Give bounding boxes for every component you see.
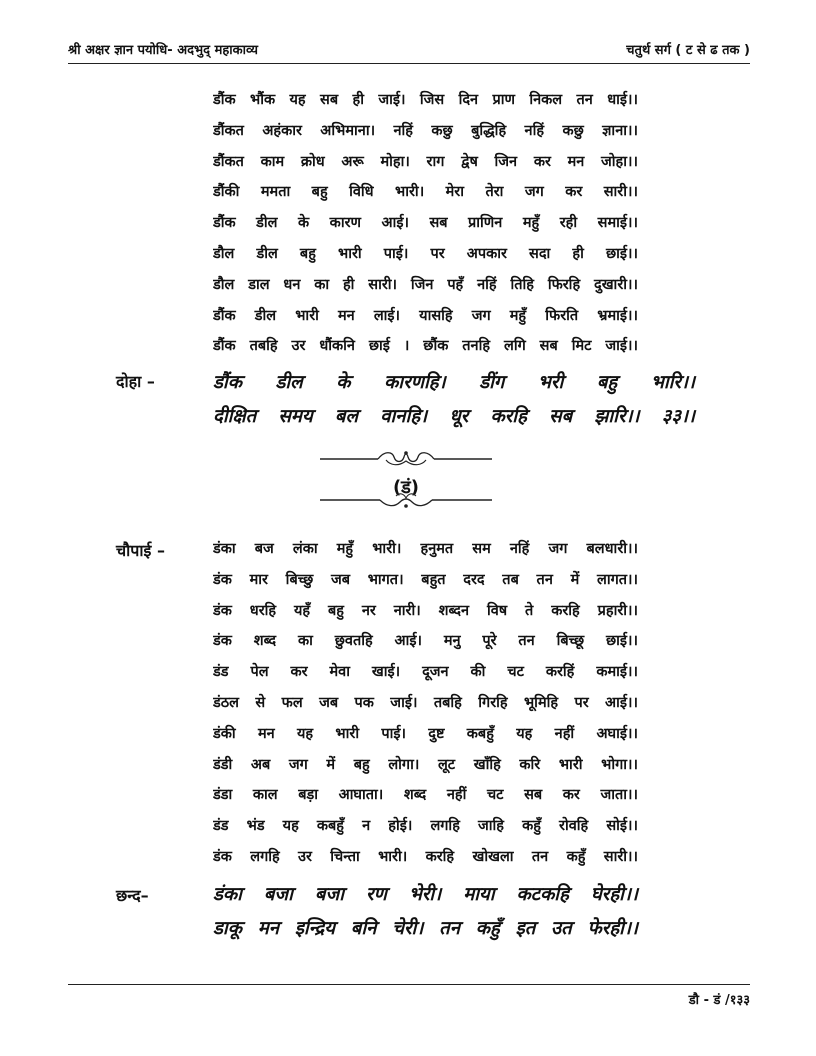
chhand-line: डंका बजा बजा रण भेरी। माया कटकहि घेरही।। bbox=[213, 884, 638, 905]
chhand-line: डाकू मन इन्द्रिय बनि चेरी। तन कहुँ इत उत फेरही।। bbox=[213, 918, 638, 939]
ornament-divider-bottom bbox=[320, 490, 492, 514]
book-title: श्री अक्षर ज्ञान पयोधि- अदभुद् महाकाव्य bbox=[68, 43, 258, 58]
header-divider bbox=[68, 63, 750, 64]
chaupai-label: चौपाई – bbox=[116, 541, 165, 560]
verse-line: डौंकत काम क्रोध अरू मोहा। राग द्वेष जिन कर मन जोहा।। bbox=[213, 153, 638, 170]
verse-line: डौल डाल धन का ही सारी। जिन पहँ नहिं तिहि फिरहि दुखारी।। bbox=[213, 276, 638, 293]
chhand-label: छन्द– bbox=[116, 886, 149, 905]
doha-block bbox=[213, 366, 695, 434]
verse-line: डौंकी ममता बहु विधि भारी। मेरा तेरा जग कर सारी।। bbox=[213, 184, 638, 201]
chapter-title: चतुर्थ सर्ग ( ट से ढ तक ) bbox=[626, 43, 750, 58]
section-heading: (डं) bbox=[392, 477, 420, 498]
page-number: डौ - डं /१३३ bbox=[688, 993, 750, 1008]
chaupai-block-1 bbox=[213, 85, 638, 362]
footer-divider bbox=[68, 984, 750, 985]
ornament-divider-top bbox=[320, 447, 492, 471]
page-header bbox=[0, 34, 816, 64]
verse-line: डंड भंड यह कबहुँ न होई। लगहि जाहि कहुँ रोवहि सोई।। bbox=[213, 818, 638, 835]
verse-line: डौंक भौंक यह सब ही जाई। जिस दिन प्राण निकल तन धाई।। bbox=[213, 92, 638, 108]
doha-line: दीक्षित समय बल वानहि। धूर करहि सब झारि।। ३३।। bbox=[213, 406, 695, 427]
verse-line: डौंक डील भारी मन लाई। यासहि जग महुँ फिरति भ्रमाई।। bbox=[213, 307, 638, 324]
chaupai-block-2 bbox=[213, 534, 638, 873]
doha-label: दोहा – bbox=[116, 372, 155, 391]
verse-line: डंक लगहि उर चिन्ता भारी। करहि खोखला तन कहुँ सारी।। bbox=[213, 848, 638, 865]
verse-line: डौंक तबहि उर धौंकनि छाई । छौंक तनहि लगि सब मिट जाई।। bbox=[213, 338, 638, 355]
verse-line: डंडा काल बड़ा आघाता। शब्द नहीं चट सब कर जाता।। bbox=[213, 787, 638, 804]
verse-line: डौल डील बहु भारी पाई। पर अपकार सदा ही छाई।। bbox=[213, 245, 638, 262]
verse-line: डंक मार बिच्छु जब भागत। बहुत दरद तब तन में लागत।। bbox=[213, 571, 638, 588]
verse-line: डौंक डील के कारण आई। सब प्राणिन महुँ रही समाई।। bbox=[213, 215, 638, 232]
doha-line: डौंक डील के कारणहि। डींग भरी बहु भारि।। bbox=[213, 372, 695, 393]
chhand-block bbox=[213, 878, 638, 946]
verse-line: डंकी मन यह भारी पाई। दुष्ट कबहुँ यह नहीं अघाई।। bbox=[213, 725, 638, 742]
verse-line: डंका बज लंका महुँ भारी। हनुमत सम नहिं जग बलधारी।। bbox=[213, 541, 638, 557]
verse-line: डंडी अब जग में बहु लोगा। लूट खाँहि करि भारी भोगा।। bbox=[213, 756, 638, 773]
verse-line: डौंकत अहंकार अभिमाना। नहिं कछु बुद्धिहि नहिं कछु ज्ञाना।। bbox=[213, 122, 638, 139]
verse-line: डंठल से फल जब पक जाई। तबहि गिरहि भूमिहि पर आई।। bbox=[213, 694, 638, 711]
verse-line: डंड पेल कर मेवा खाई। दूजन की चट करहिं कमाई।। bbox=[213, 664, 638, 681]
verse-line: डंक धरहि यहँ बहु नर नारी। शब्दन विष ते करहि प्रहारी।। bbox=[213, 602, 638, 619]
verse-line: डंक शब्द का छुवतहि आई। मनु पूरे तन बिच्छू छाई।। bbox=[213, 633, 638, 650]
